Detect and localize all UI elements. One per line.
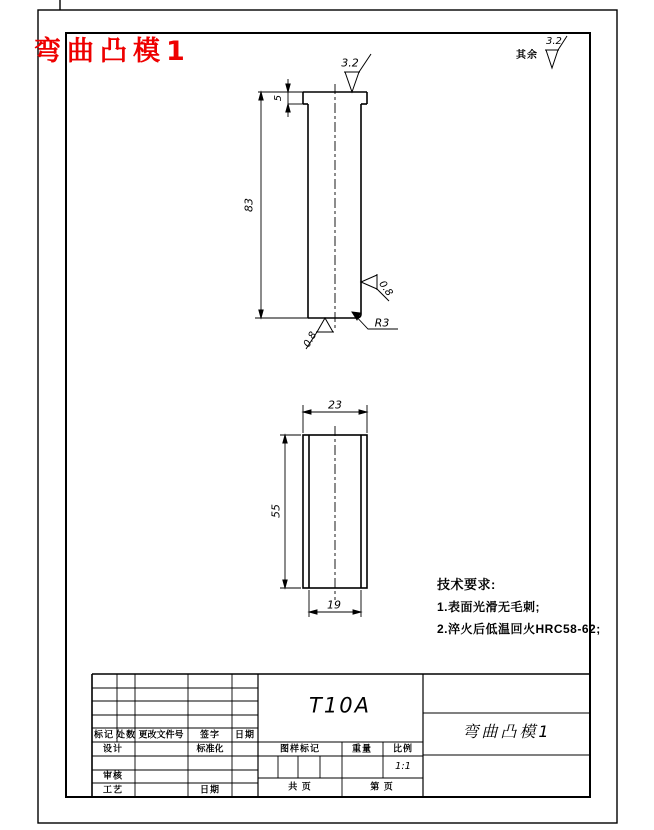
dim-side-height-value: 55 xyxy=(269,504,283,518)
roughness-bottom-value: 0.8 xyxy=(301,330,320,350)
general-roughness-value: 3.2 xyxy=(546,36,562,47)
roughness-side-value: 0.8 xyxy=(376,279,395,299)
material-value: T10A xyxy=(309,693,371,718)
header-change-doc: 更改文件号 xyxy=(138,729,184,740)
dim-flange-value: 5 xyxy=(273,94,284,102)
label-page: 第 页 xyxy=(370,781,394,792)
label-standardization: 标准化 xyxy=(196,743,224,754)
label-design: 设计 xyxy=(102,743,124,754)
dim-height-value: 83 xyxy=(242,198,256,212)
header-date: 日期 xyxy=(234,729,256,740)
label-total-pages: 共 页 xyxy=(288,781,312,792)
label-weight: 重量 xyxy=(351,743,373,754)
general-roughness-label: 其余 xyxy=(516,50,538,61)
page-title: 弯曲凸模1 xyxy=(34,36,191,67)
header-count: 处数 xyxy=(115,729,137,740)
dim-width-value: 23 xyxy=(328,398,342,412)
part-name: 弯曲凸模1 xyxy=(462,722,552,741)
label-drawing-mark: 图样标记 xyxy=(279,743,321,754)
dim-inner-value: 19 xyxy=(327,598,341,612)
label-audit: 审核 xyxy=(102,770,124,781)
front-view-extension-lines xyxy=(255,92,308,318)
scale-value: 1:1 xyxy=(394,761,412,772)
front-view-dimensions xyxy=(259,79,290,318)
tech-requirement-item: 1.表面光滑无毛刺; xyxy=(437,600,541,614)
header-sign: 签字 xyxy=(199,729,221,740)
tech-requirement-item: 2.淬火后低温回火HRC58-62; xyxy=(437,622,601,636)
label-process: 工艺 xyxy=(102,784,124,795)
roughness-top-value: 3.2 xyxy=(341,56,359,70)
label-date: 日期 xyxy=(199,784,221,795)
label-scale: 比例 xyxy=(392,743,414,754)
header-mark: 标记 xyxy=(93,729,115,740)
side-view xyxy=(280,405,367,617)
tech-requirements-title: 技术要求: xyxy=(437,577,496,592)
side-view-dimensions xyxy=(280,405,367,617)
fillet-value: R3 xyxy=(374,316,390,330)
